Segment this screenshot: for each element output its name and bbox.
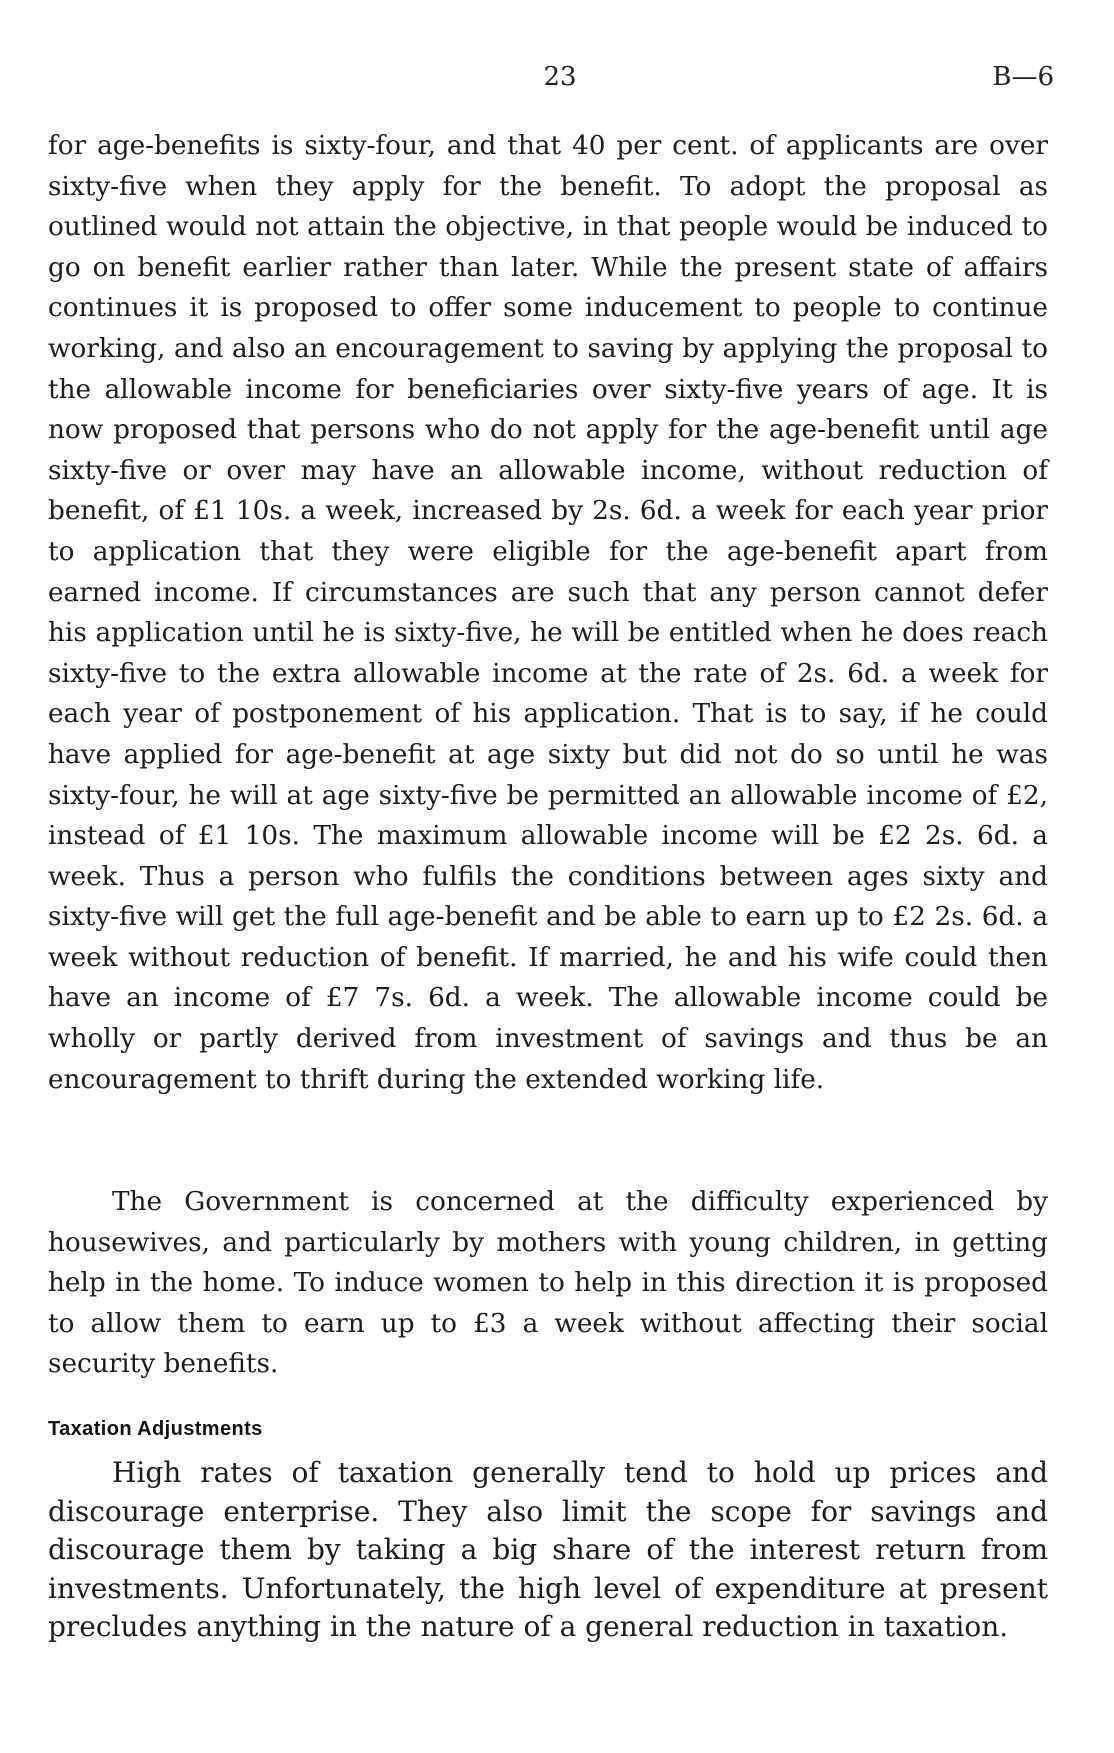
paragraph-taxation: High rates of taxation generally tend to hold up prices and discourage enterprise. They also limit the scope for savings and discourage them by taking a big share of the interest return from investments. Unfortunately, the high level of expenditure at present precludes anything in the nature of a general reduction in taxation. [48, 1456, 1048, 1644]
paragraph-age-benefit: for age-benefits is sixty-four, and that 40 per cent. of applicants are over sixty-five when they apply for the benefit. To adopt the proposal as outlined would not attain the objective, in that people would be induced to go on benefit earlier rather than later. While the present state of affairs continues it is proposed to offer some inducement to people to continue working, and also an encouragement to saving by applying the proposal to the allowable income for beneficiaries over sixty-five years of age. It is now proposed that persons who do not apply for the age-benefit until age sixty-five or over may have an allowable income, without reduction of benefit, of £1 10s. a week, increased by 2s. 6d. a week for each year prior to application that they were eligible for the age-benefit apart from earned income. If circumstances are such that any person cannot defer his application until he is sixty-five, he will be entitled when he does reach sixty-five to the extra allowable income at the rate of 2s. 6d. a week for each year of postponement of his application. That is to say, if he could have applied for age-benefit at age sixty but did not do so until he was sixty-four, he will at age sixty-five be permitted an allowable income of £2, instead of £1 10s. The maximum allowable income will be £2 2s. 6d. a week. Thus a person who fulfils the conditions between ages sixty and sixty-five will get the full age-benefit and be able to earn up to £2 2s. 6d. a week without reduction of benefit. If married, he and his wife could then have an income of £7 7s. 6d. a week. The allowable income could be wholly or partly derived from investment of savings and thus be an encouragement to thrift during the extended working life. [48, 131, 1048, 1095]
page-number: 23 [543, 62, 577, 92]
section-heading-taxation: Taxation Adjustments [48, 1418, 263, 1440]
paragraph-housewives: The Government is concerned at the difficulty experienced by housewives, and particularly by mothers with young children, in getting help in the home. To induce women to help in this direction it is proposed to allow them to earn up to £3 a week without affecting their social security benefits. [48, 1187, 1048, 1380]
document-reference: B—6 [992, 62, 1054, 92]
